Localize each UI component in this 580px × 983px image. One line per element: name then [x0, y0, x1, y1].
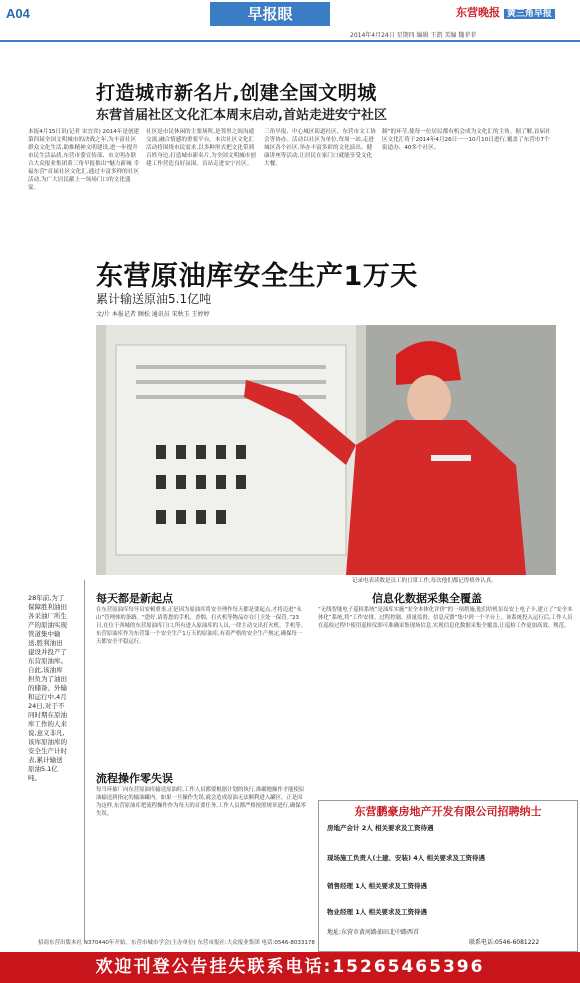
job-ad-contact: 联系电话:0546-6081222 — [469, 939, 540, 946]
column-divider — [84, 580, 85, 940]
issue-meta: 2014年4月24日 星期四 编辑 王凯 美编 魏菲菲 — [350, 32, 477, 39]
job-ad-address: 地址:东营市黄河路油田北中路西首 — [327, 929, 420, 936]
job-ad-title: 东营鹏豪房地产开发有限公司招聘纳士 — [354, 805, 542, 818]
job-item: 销售经理 1人 相关要求及工资待遇 — [327, 882, 428, 890]
job-item: 现场施工负责人(土建、安装) 4人 相关要求及工资待遇 — [327, 854, 485, 862]
article2-subhead: 累计输送原油5.1亿吨 — [96, 292, 212, 306]
article2-headline: 东营原油库安全生产1万天 — [96, 261, 418, 292]
classified-ad-banner: 欢迎刊登公告挂失联系电话:15265465396 — [0, 952, 580, 983]
article1-col4: 制”的环节,使每一位居民都有机会成为文化汇的主角。据了解,首届社区文化汇将于2014年4月26日一一10月10日进行,覆盖了东营市7个街道办、40多个社区。 — [382, 129, 551, 151]
newspaper-logo — [456, 4, 555, 20]
article2-byline: 文/片 本报记者 顾松 通讯员 宋秋玉 王婷婷 — [96, 311, 210, 318]
article-photo — [96, 325, 556, 575]
job-item: 物业经理 1人 相关要求及工资待遇 — [327, 908, 428, 916]
logo-text: 东营晚报 — [456, 6, 500, 19]
section1-text: 在东营原油库每导员安顿重事,正是因为原油库将安全理作每天都是要起点,才将迈进“永山”管理体的条路。“您好,请将您的手机、香烟、打火机等物品存在门卫处一保管。”23日,在位于西城的东营原油库门口,所有进入原油库的人员,一律主动交出打火机、手机等。东营原油库作为东营第一个安全生产1万天的原油库,有着严格的安全生产规定,确保每一天都安全平稳运行。 — [96, 607, 306, 645]
article2-intro-column: 28年前,为了保障胜利油田各采油厂所生产的原油实现管道集中输送,胜利油田建设并投产了东营原油库。自此,该油库担负为了油田的储备、外输和运行中,4月24日,对于不同时期在原油库工作的人来说,意义非凡,该库原油库的安全生产计时表,累计输送原油5.1亿吨。 — [28, 594, 67, 782]
publication-footer: 招商东营出版本社 N370440年开始。东营市城市学会(主办单位) 东营市报社:大众报业集团 电话:0546-8033178 — [38, 940, 315, 946]
header-rule — [0, 40, 580, 42]
article1-headline: 打造城市新名片,创建全国文明城 — [96, 82, 377, 104]
page-number: A04 — [6, 6, 30, 21]
section3-text: “无线智能电子巡检系统”是油库实施“安全本体化评价”的一项措施,他们给机泵岛安上电子卡,建立了“安全本体化”系统,将“工作安排、过程控制、质量监督、信息反馈”集中到一个平台上。该系统投入运行后,工作人员在巡检过程中使用巡检仪即可准确采集现场信息,实现信息化数据采集全覆盖,让巡检工作更加高效、规范。 — [318, 607, 573, 629]
photo-illustration — [96, 325, 556, 575]
section2-title: 流程操作零失误 — [96, 772, 173, 785]
job-ad — [318, 800, 578, 952]
article1-col2: 社区是市民休闲的主要场所,是邻里之间沟通交流,融合情感的重要平台。本次社区文化汇活动将围绕市民需求,以多种形式把文化带到百姓身边,打造城市新名片,为全国文明城市创建工作营造良好氛围。首站走进安宁社区。 — [146, 129, 256, 167]
section3-title: 信息化数据采集全覆盖 — [372, 592, 482, 605]
section-title: 早报眼 — [210, 2, 330, 26]
section2-text: 每当环抽厂向东营原油库输送原油时,工作人员都要根据计划的执行,准确地操作才能使原油输送到指定的输油罐内。如果一旦操作失误,就会造成原油无法顺利进入罐区。正是因为这样,东营原油库把流程操作作为每天的首要任务,工作人员都严格按照规章进行,确保零失误。 — [96, 787, 306, 817]
article1-col3: 三角早报、中心城区街道社区、东营市文工协会等协办。活动以社区为单位,每周一站,走进城区各个社区,举办丰富多彩的文化演出、健康讲座等活动,让居民在家门口就能享受文化大餐。 — [264, 129, 376, 167]
article1-subhead: 东营首届社区文化汇本周末启动,首站走进安宁社区 — [96, 108, 387, 123]
article1-col1: 本报4月15日讯(记者 宋宜宾) 2014年是创建第四届全国文明城市的决战之年,为丰富社区群众文化生活,助推精神文明建设,进一步提升市民生活品质,东营市委宣传部、市文明办联合大众报业集团黄三角早报推出“魅力新城 幸福东营”首届社区文化汇,通过丰富多样的社区活动,为广大居民献上一场场门口的文化盛宴。 — [28, 129, 140, 191]
logo-tag: 黄三角早报 — [504, 9, 555, 19]
photo-caption: 记录电表读数是员工的日常工作,每次他们都记得格外认真。 — [352, 578, 497, 584]
section1-title: 每天都是新起点 — [96, 592, 173, 605]
job-item: 房地产会计 2人 相关要求及工资待遇 — [327, 824, 434, 832]
